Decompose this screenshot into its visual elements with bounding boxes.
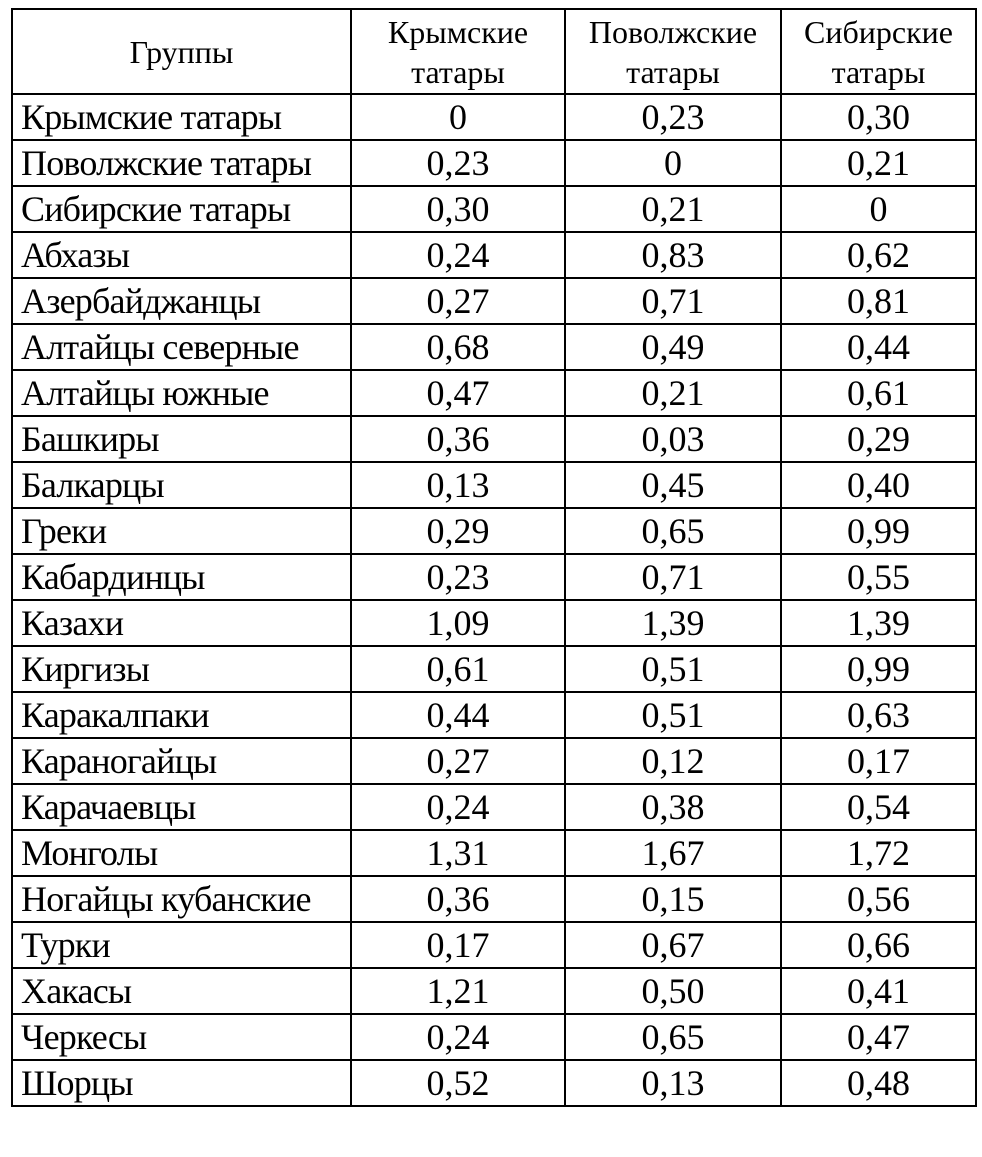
value-cell: 0,17 [781, 738, 976, 784]
header-line: Поволжские [588, 13, 758, 50]
value-cell: 0,36 [351, 416, 565, 462]
value-cell: 0,50 [565, 968, 781, 1014]
value-cell: 0,17 [351, 922, 565, 968]
table-row [12, 186, 976, 232]
value-cell: 0,65 [565, 508, 781, 554]
value-cell: 0,48 [781, 1060, 976, 1106]
value-cell: 1,72 [781, 830, 976, 876]
value-cell: 1,31 [351, 830, 565, 876]
value-cell: 0,13 [351, 462, 565, 508]
value-cell: 0,49 [565, 324, 781, 370]
group-name-cell: Караногайцы [12, 738, 351, 784]
value-cell: 0,13 [565, 1060, 781, 1106]
table-row [12, 140, 976, 186]
value-cell: 0,67 [565, 922, 781, 968]
table-row [12, 232, 976, 278]
group-name-cell: Монголы [12, 830, 351, 876]
value-cell: 0,27 [351, 738, 565, 784]
value-cell: 0,83 [565, 232, 781, 278]
table-row [12, 600, 976, 646]
table-row [12, 416, 976, 462]
table-row [12, 738, 976, 784]
value-cell: 0 [351, 94, 565, 140]
group-name-cell: Башкиры [12, 416, 351, 462]
table-row [12, 508, 976, 554]
value-cell: 1,09 [351, 600, 565, 646]
value-cell: 0,21 [781, 140, 976, 186]
table-row [12, 830, 976, 876]
table-body [12, 94, 976, 1106]
group-name-cell: Черкесы [12, 1014, 351, 1060]
value-cell: 0,66 [781, 922, 976, 968]
header-line: Сибирские [804, 13, 953, 50]
group-name-cell: Абхазы [12, 232, 351, 278]
value-cell: 0,44 [351, 692, 565, 738]
value-cell: 0,71 [565, 554, 781, 600]
header-line: Крымские [387, 13, 529, 50]
table-row [12, 462, 976, 508]
genetic-distance-table [11, 8, 977, 1107]
value-cell: 1,67 [565, 830, 781, 876]
value-cell: 0,47 [351, 370, 565, 416]
value-cell: 0,24 [351, 232, 565, 278]
value-cell: 0,21 [565, 370, 781, 416]
header-row [12, 9, 976, 94]
table-row [12, 370, 976, 416]
value-cell: 1,39 [781, 600, 976, 646]
value-cell: 0,63 [781, 692, 976, 738]
value-cell: 0,45 [565, 462, 781, 508]
group-name-cell: Шорцы [12, 1060, 351, 1106]
value-cell: 1,39 [565, 600, 781, 646]
value-cell: 0,29 [781, 416, 976, 462]
value-cell: 0,68 [351, 324, 565, 370]
value-cell: 0,44 [781, 324, 976, 370]
value-cell: 0,15 [565, 876, 781, 922]
value-cell: 0,40 [781, 462, 976, 508]
group-name-cell: Казахи [12, 600, 351, 646]
value-cell: 0,12 [565, 738, 781, 784]
value-cell: 0,38 [565, 784, 781, 830]
value-cell: 0,61 [781, 370, 976, 416]
value-cell: 0,23 [351, 140, 565, 186]
group-name-cell: Алтайцы северные [12, 324, 351, 370]
value-cell: 0,52 [351, 1060, 565, 1106]
table-row [12, 1014, 976, 1060]
value-cell: 0 [565, 140, 781, 186]
table-row [12, 94, 976, 140]
header-crimean-tatars [351, 9, 565, 94]
value-cell: 0,24 [351, 784, 565, 830]
group-name-cell: Поволжские татары [12, 140, 351, 186]
table-row [12, 922, 976, 968]
group-name-cell: Киргизы [12, 646, 351, 692]
table-row [12, 692, 976, 738]
value-cell: 0,99 [781, 646, 976, 692]
table-row [12, 784, 976, 830]
value-cell: 0,54 [781, 784, 976, 830]
group-name-cell: Азербайджанцы [12, 278, 351, 324]
value-cell: 1,21 [351, 968, 565, 1014]
group-name-cell: Карачаевцы [12, 784, 351, 830]
header-line: татары [411, 53, 505, 90]
value-cell: 0,81 [781, 278, 976, 324]
value-cell: 0,65 [565, 1014, 781, 1060]
value-cell: 0,27 [351, 278, 565, 324]
group-name-cell: Хакасы [12, 968, 351, 1014]
value-cell: 0,61 [351, 646, 565, 692]
header-line: татары [626, 53, 720, 90]
group-name-cell: Сибирские татары [12, 186, 351, 232]
group-name-cell: Балкарцы [12, 462, 351, 508]
table-row [12, 968, 976, 1014]
value-cell: 0,03 [565, 416, 781, 462]
value-cell: 0,30 [351, 186, 565, 232]
value-cell: 0,51 [565, 646, 781, 692]
header-volga-tatars [565, 9, 781, 94]
header-groups: Группы [12, 9, 351, 94]
value-cell: 0,55 [781, 554, 976, 600]
value-cell: 0,36 [351, 876, 565, 922]
table-row [12, 646, 976, 692]
group-name-cell: Ногайцы кубанские [12, 876, 351, 922]
value-cell: 0,30 [781, 94, 976, 140]
value-cell: 0,99 [781, 508, 976, 554]
value-cell: 0,62 [781, 232, 976, 278]
group-name-cell: Кабардинцы [12, 554, 351, 600]
table-row [12, 1060, 976, 1106]
value-cell: 0,51 [565, 692, 781, 738]
value-cell: 0,29 [351, 508, 565, 554]
table-row [12, 278, 976, 324]
value-cell: 0,41 [781, 968, 976, 1014]
header-line: татары [831, 53, 926, 90]
group-name-cell: Каракалпаки [12, 692, 351, 738]
group-name-cell: Алтайцы южные [12, 370, 351, 416]
value-cell: 0,24 [351, 1014, 565, 1060]
value-cell: 0,56 [781, 876, 976, 922]
value-cell: 0,23 [565, 94, 781, 140]
table-row [12, 554, 976, 600]
group-name-cell: Турки [12, 922, 351, 968]
value-cell: 0,71 [565, 278, 781, 324]
value-cell: 0,21 [565, 186, 781, 232]
value-cell: 0,47 [781, 1014, 976, 1060]
group-name-cell: Крымские татары [12, 94, 351, 140]
group-name-cell: Греки [12, 508, 351, 554]
table-row [12, 876, 976, 922]
value-cell: 0,23 [351, 554, 565, 600]
table-row [12, 324, 976, 370]
value-cell: 0 [781, 186, 976, 232]
header-siberian-tatars [781, 9, 976, 94]
